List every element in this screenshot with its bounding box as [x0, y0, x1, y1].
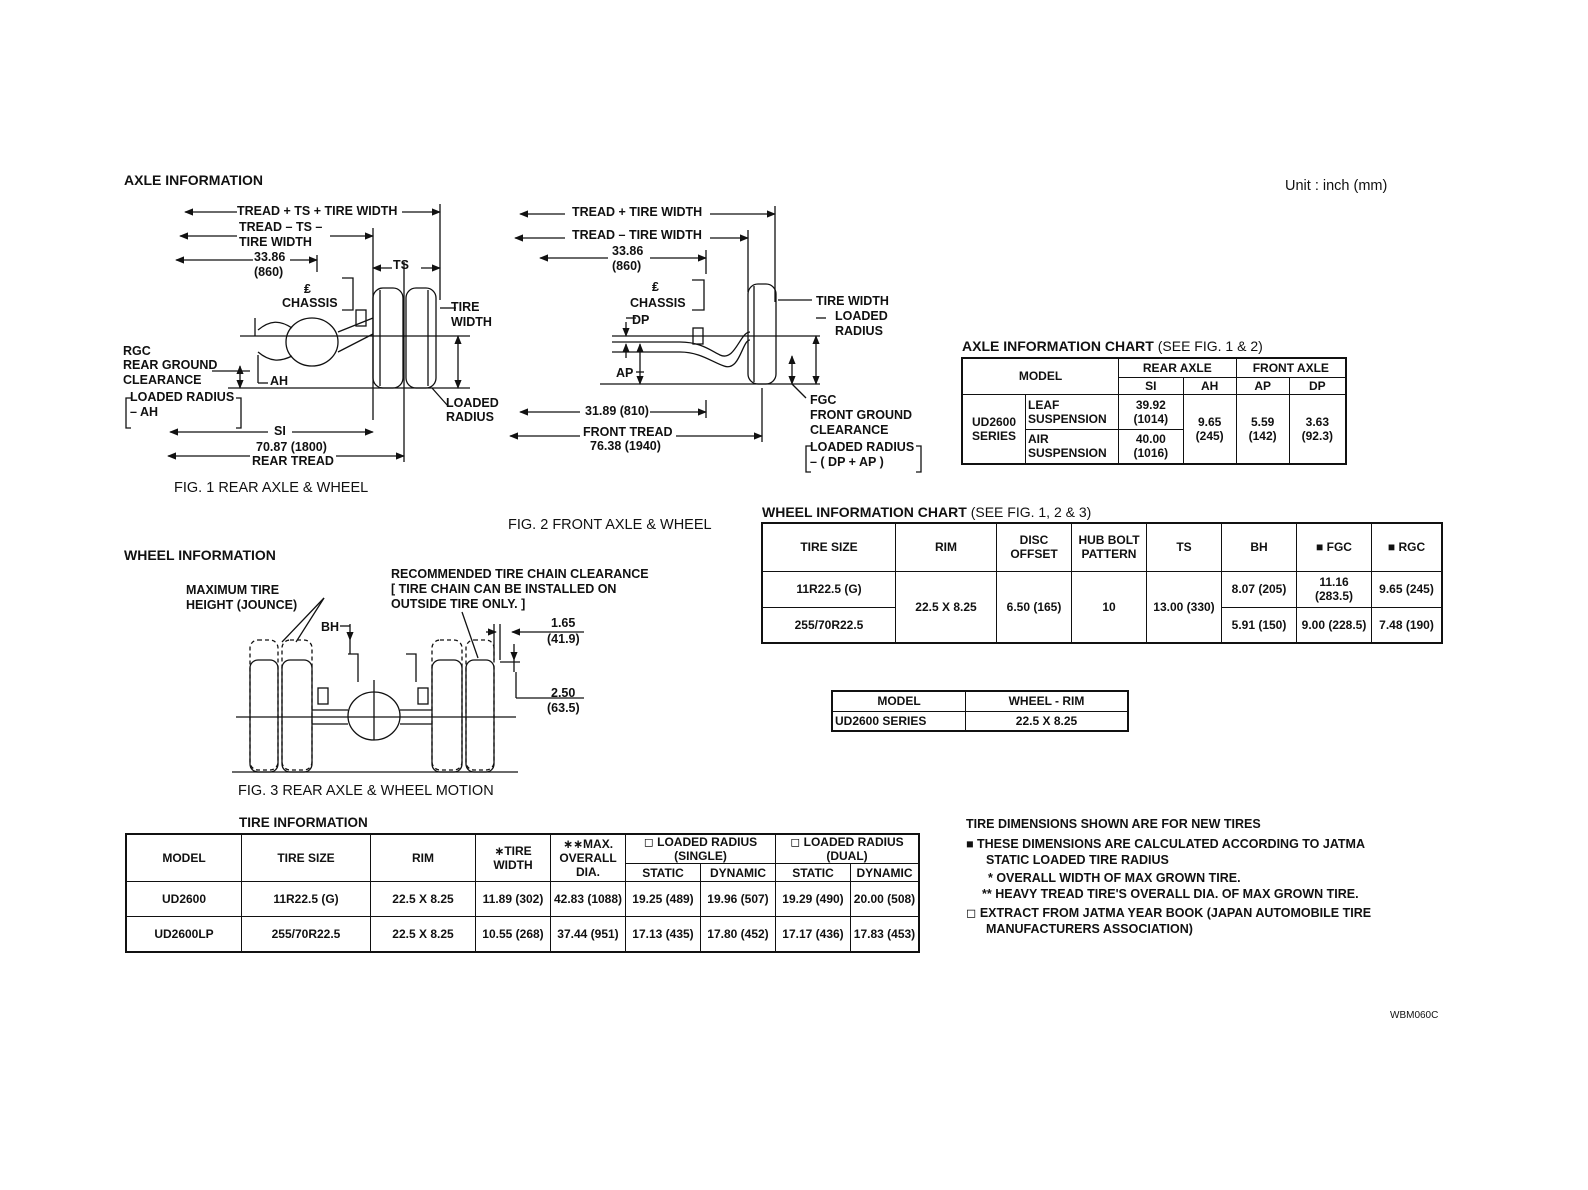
fig2-tread-tw: TREAD + TIRE WIDTH — [572, 205, 703, 219]
fig1-rgc3: CLEARANCE — [123, 373, 202, 387]
note-jatma-2: STATIC LOADED TIRE RADIUS — [986, 853, 1169, 867]
fig2-ap: AP — [616, 366, 634, 380]
fig2-chassis: CHASSIS — [630, 296, 686, 310]
fig2-lr-dpap2: – ( DP + AP ) — [810, 455, 884, 469]
tire-r1-model: UD2600 — [126, 882, 242, 917]
fig3-caption: FIG. 3 REAR AXLE & WHEEL MOTION — [238, 783, 494, 799]
tire-r2-s-static: 17.13 (435) — [626, 917, 701, 952]
fig3-drawing — [232, 598, 584, 772]
tire-hdr-d-dynamic: DYNAMIC — [851, 864, 920, 882]
model-rim-table — [831, 690, 1129, 732]
notes-block — [966, 816, 1371, 937]
tire-hdr-tire-size: TIRE SIZE — [242, 834, 371, 882]
fig2-fgc3: CLEARANCE — [810, 423, 889, 437]
fig1-d3386: 33.86 — [254, 250, 286, 264]
fig2-cl-icon: ₤ — [652, 280, 659, 294]
fig3-rec3: OUTSIDE TIRE ONLY. ] — [391, 597, 526, 611]
axle-leaf-si: 39.92 (1014) — [1119, 394, 1184, 429]
tire-hdr-rim: RIM — [371, 834, 476, 882]
tire-info-title: TIRE INFORMATION — [239, 815, 368, 830]
wheel-info-title: WHEEL INFORMATION — [124, 547, 276, 563]
fig3-d635: (63.5) — [547, 701, 580, 715]
fig1-loaded: LOADED — [446, 396, 499, 410]
fig3-max1: MAXIMUM TIRE — [186, 583, 280, 597]
wheel-info-chart — [761, 522, 1443, 644]
axle-air-si: 40.00 (1016) — [1119, 429, 1184, 464]
fig2-tire-width: TIRE WIDTH — [816, 294, 889, 308]
tire-r1-d-dynamic: 20.00 (508) — [851, 882, 920, 917]
fig2-fgc2: FRONT GROUND — [810, 408, 913, 422]
axle-chart-see: (SEE FIG. 1 & 2) — [1157, 338, 1263, 354]
tire-info-table — [125, 833, 920, 953]
note-yearbook-2: MANUFACTURERS ASSOCIATION) — [986, 922, 1193, 936]
fig2-front-tread: FRONT TREAD — [583, 425, 673, 439]
fig1-tread-minus-1: TREAD – TS – — [239, 220, 323, 234]
fig1-tread-ts-tw: TREAD + TS + TIRE WIDTH — [237, 204, 398, 218]
tire-r1-dia: 42.83 (1088) — [551, 882, 626, 917]
tire-hdr-s-static: STATIC — [626, 864, 701, 882]
axle-chart-title: AXLE INFORMATION CHART — [962, 338, 1154, 354]
tire-r1-d-static: 19.29 (490) — [776, 882, 851, 917]
fig2-radius: RADIUS — [835, 324, 883, 338]
wheel-hdr-tire-size: TIRE SIZE — [762, 523, 896, 571]
wheel-chart-title: WHEEL INFORMATION CHART — [762, 504, 967, 520]
axle-air-suspension: AIR SUSPENSION — [1026, 429, 1119, 464]
fig1-caption: FIG. 1 REAR AXLE & WHEEL — [174, 480, 369, 496]
fig2-d7638: 76.38 (1940) — [590, 439, 661, 453]
fig2-d3386: 33.86 — [612, 244, 644, 258]
axle-ap-value: 5.59 (142) — [1236, 394, 1289, 464]
axle-model-cell: UD2600 SERIES — [962, 394, 1026, 464]
fig1-cl-icon: ₤ — [304, 282, 311, 296]
note-jatma-1: ■ THESE DIMENSIONS ARE CALCULATED ACCORDING TO JATMA — [966, 837, 1365, 851]
axle-hdr-si: SI — [1119, 377, 1184, 394]
unit-label: Unit : inch (mm) — [1285, 178, 1388, 194]
fig1-d860: (860) — [254, 265, 284, 279]
fig1-si: SI — [274, 424, 286, 438]
fig3-d250: 2.50 — [551, 686, 576, 700]
fig2-lr-dpap1: LOADED RADIUS — [810, 440, 915, 454]
wheel-hdr-fgc: ■ FGC — [1297, 523, 1372, 571]
wheel-row1-tire-size: 11R22.5 (G) — [762, 571, 896, 607]
tire-hdr-lr-single: ◻ LOADED RADIUS (SINGLE) — [626, 834, 776, 864]
axle-leaf-suspension: LEAF SUSPENSION — [1026, 394, 1119, 429]
fig2-dp: DP — [632, 313, 650, 327]
model-rim-hdr-model: MODEL — [832, 691, 966, 711]
fig1-rear-tread: REAR TREAD — [252, 454, 334, 468]
tire-hdr-d-static: STATIC — [776, 864, 851, 882]
wheel-hdr-bh: BH — [1222, 523, 1297, 571]
wheel-hdr-rgc: ■ RGC — [1372, 523, 1443, 571]
wheel-rim: 22.5 X 8.25 — [896, 571, 997, 643]
tire-hdr-max-dia: ∗∗MAX. OVERALL DIA. — [551, 834, 626, 882]
axle-hdr-front: FRONT AXLE — [1236, 358, 1346, 377]
tire-r2-d-static: 17.17 (436) — [776, 917, 851, 952]
note-yearbook-1: ◻ EXTRACT FROM JATMA YEAR BOOK (JAPAN AUTOMOBILE TIRE — [966, 906, 1372, 920]
wheel-chart-heading — [762, 504, 1091, 520]
tire-r2-rim: 22.5 X 8.25 — [371, 917, 476, 952]
tire-r1-s-dynamic: 19.96 (507) — [701, 882, 776, 917]
fig1-chassis: CHASSIS — [282, 296, 338, 310]
wheel-row2-tire-size: 255/70R22.5 — [762, 607, 896, 643]
fig3-d165: 1.65 — [551, 616, 576, 630]
model-rim-hdr-rim: WHEEL - RIM — [966, 691, 1129, 711]
axle-info-title: AXLE INFORMATION — [124, 172, 263, 188]
wheel-row2-bh: 5.91 (150) — [1222, 607, 1297, 643]
axle-hdr-dp: DP — [1289, 377, 1346, 394]
axle-dp-value: 3.63 (92.3) — [1289, 394, 1346, 464]
fig3-d419: (41.9) — [547, 632, 580, 646]
tire-r1-rim: 22.5 X 8.25 — [371, 882, 476, 917]
fig1-ah: AH — [270, 374, 289, 388]
tire-hdr-width: ∗TIRE WIDTH — [476, 834, 551, 882]
fig3-max2: HEIGHT (JOUNCE) — [186, 598, 298, 612]
axle-info-chart — [961, 357, 1347, 465]
wheel-hdr-rim: RIM — [896, 523, 997, 571]
fig2-fgc: FGC — [810, 393, 837, 407]
tire-hdr-lr-dual: ◻ LOADED RADIUS (DUAL) — [776, 834, 920, 864]
tire-r2-width: 10.55 (268) — [476, 917, 551, 952]
fig2-caption: FIG. 2 FRONT AXLE & WHEEL — [508, 517, 712, 533]
fig1-tread-minus-2: TIRE WIDTH — [239, 235, 312, 249]
wheel-row1-rgc: 9.65 (245) — [1372, 571, 1443, 607]
tire-r1-size: 11R22.5 (G) — [242, 882, 371, 917]
fig1-lr-ah2: – AH — [130, 405, 159, 419]
tire-r1-width: 11.89 (302) — [476, 882, 551, 917]
note-heavy-tread: ** HEAVY TREAD TIRE'S OVERALL DIA. OF MAX GROWN TIRE. — [982, 887, 1359, 901]
fig3-rec2: [ TIRE CHAIN CAN BE INSTALLED ON — [391, 582, 617, 596]
wheel-hub-bolt: 10 — [1072, 571, 1147, 643]
tire-r2-model: UD2600LP — [126, 917, 242, 952]
fig1-lr-ah1: LOADED RADIUS — [130, 390, 235, 404]
fig1-tire: TIRE — [451, 300, 480, 314]
fig2-tread-m-tw: TREAD – TIRE WIDTH — [572, 228, 702, 242]
wheel-hdr-ts: TS — [1147, 523, 1222, 571]
tire-r2-s-dynamic: 17.80 (452) — [701, 917, 776, 952]
fig1-ts: TS — [393, 258, 409, 272]
fig1-radius: RADIUS — [446, 410, 494, 424]
tire-r1-s-static: 19.25 (489) — [626, 882, 701, 917]
fig1-d7087: 70.87 (1800) — [256, 440, 327, 454]
wheel-row2-rgc: 7.48 (190) — [1372, 607, 1443, 643]
axle-hdr-ap: AP — [1236, 377, 1289, 394]
note-overall-width: * OVERALL WIDTH OF MAX GROWN TIRE. — [988, 871, 1241, 885]
fig1-width: WIDTH — [451, 315, 492, 329]
axle-hdr-ah: AH — [1183, 377, 1236, 394]
tire-hdr-s-dynamic: DYNAMIC — [701, 864, 776, 882]
fig1-rgc: RGC — [123, 344, 151, 358]
wheel-hdr-hub-bolt: HUB BOLT PATTERN — [1072, 523, 1147, 571]
axle-hdr-rear: REAR AXLE — [1119, 358, 1237, 377]
note-new-tires: TIRE DIMENSIONS SHOWN ARE FOR NEW TIRES — [966, 817, 1261, 831]
wheel-chart-see: (SEE FIG. 1, 2 & 3) — [970, 504, 1092, 520]
tire-r2-dia: 37.44 (951) — [551, 917, 626, 952]
wheel-ts: 13.00 (330) — [1147, 571, 1222, 643]
axle-chart-heading — [962, 338, 1263, 354]
model-rim-rim: 22.5 X 8.25 — [966, 711, 1129, 731]
fig2-d860: (860) — [612, 259, 642, 273]
wheel-row2-fgc: 9.00 (228.5) — [1297, 607, 1372, 643]
tire-r2-d-dynamic: 17.83 (453) — [851, 917, 920, 952]
tire-r2-size: 255/70R22.5 — [242, 917, 371, 952]
wheel-disc-offset: 6.50 (165) — [997, 571, 1072, 643]
wheel-hdr-disc-offset: DISC OFFSET — [997, 523, 1072, 571]
axle-ah-value: 9.65 (245) — [1183, 394, 1236, 464]
wheel-row1-fgc: 11.16 (283.5) — [1297, 571, 1372, 607]
tire-hdr-model: MODEL — [126, 834, 242, 882]
fig1-rgc2: REAR GROUND — [123, 358, 218, 372]
fig2-d3189: 31.89 (810) — [585, 404, 649, 418]
wheel-row1-bh: 8.07 (205) — [1222, 571, 1297, 607]
fig3-rec1: RECOMMENDED TIRE CHAIN CLEARANCE — [391, 567, 649, 581]
fig2-loaded: LOADED — [835, 309, 888, 323]
axle-hdr-model: MODEL — [962, 358, 1119, 394]
model-rim-model: UD2600 SERIES — [832, 711, 966, 731]
doc-code: WBM060C — [1390, 1010, 1439, 1021]
fig3-bh: BH — [321, 620, 340, 634]
